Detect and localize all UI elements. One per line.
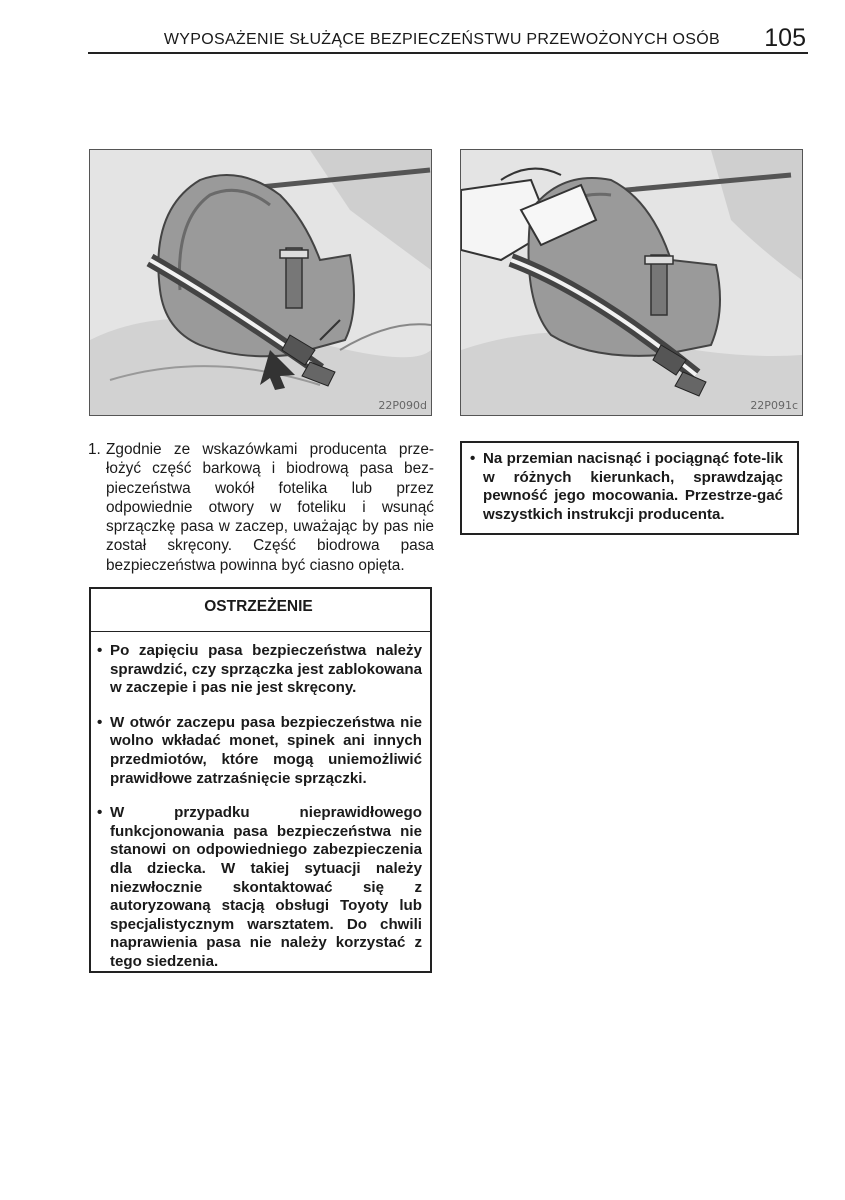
step-number: 1. [88,441,101,458]
note-text: Na przemian nacisnąć i pociągnąć fote-lik w różnych kierunkach, sprawdzając pewność jego mocowania. Przestrze-gać wszystkich instrukcji producenta. [483,450,783,523]
figure-child-seat-belt [89,149,432,416]
note-item [468,450,783,524]
bullet-icon: • [470,450,476,467]
warning-divider [91,631,430,632]
bullet-icon: • [97,804,103,822]
page-number: 105 [764,24,806,52]
warning-title: OSTRZEŻENIE [204,598,313,615]
section-title: WYPOSAŻENIE SŁUŻĄCE BEZPIECZEŃSTWU PRZEWOŻONYCH OSÓB [163,31,720,48]
figure-code: 22P091c [750,399,798,412]
note-box [460,441,799,535]
page-header [88,22,808,54]
warning-item-text: W przypadku nieprawidłowego funkcjonowania pasa bezpieczeństwa nie stanowi on odpowiedniego zabezpieczenia dla dziecka. W takiej sytuacji należy niezwłocznie skontaktować się z autoryzowaną stacją obsługi Toyoty lub specjalistycznym warsztatem. Do chwili naprawienia pasa nie należy korzystać z tego siedzenia. [110,804,422,970]
child-seat-push-pull-illustration [461,150,802,415]
warning-box [89,587,432,973]
warning-item [95,804,422,971]
bullet-icon: • [97,642,103,659]
figure-child-seat-push-pull [460,149,803,416]
bullet-icon: • [97,713,103,731]
step-text: Zgodnie ze wskazówkami producenta prze-łożyć część barkową i biodrową pasa bez-pieczeństwa wokół fotelika lub przez odpowiednie otwory w foteliku i wsunąć sprzączkę pasa w zaczep, uważając by pas nie został skręcony. Część biodrowa pasa bezpieczeństwa powinna być ciasno opięta. [106,441,434,574]
figure-code: 22P090d [378,399,427,412]
warning-item [95,714,422,788]
child-seat-belt-routing-illustration [90,150,431,415]
warning-item [95,642,422,698]
warning-item-text: W otwór zaczepu pasa bezpieczeństwa nie wolno wkładać monet, spinek ani innych przedmiotów, które mogą uniemożliwić prawidłowe zatrzaśnięcie sprzączki. [110,713,422,787]
instruction-step [88,440,434,575]
warning-item-text: Po zapięciu pasa bezpieczeństwa należy sprawdzić, czy sprzączka jest zablokowana w zaczepie i pas nie jest skręcony. [110,642,422,697]
